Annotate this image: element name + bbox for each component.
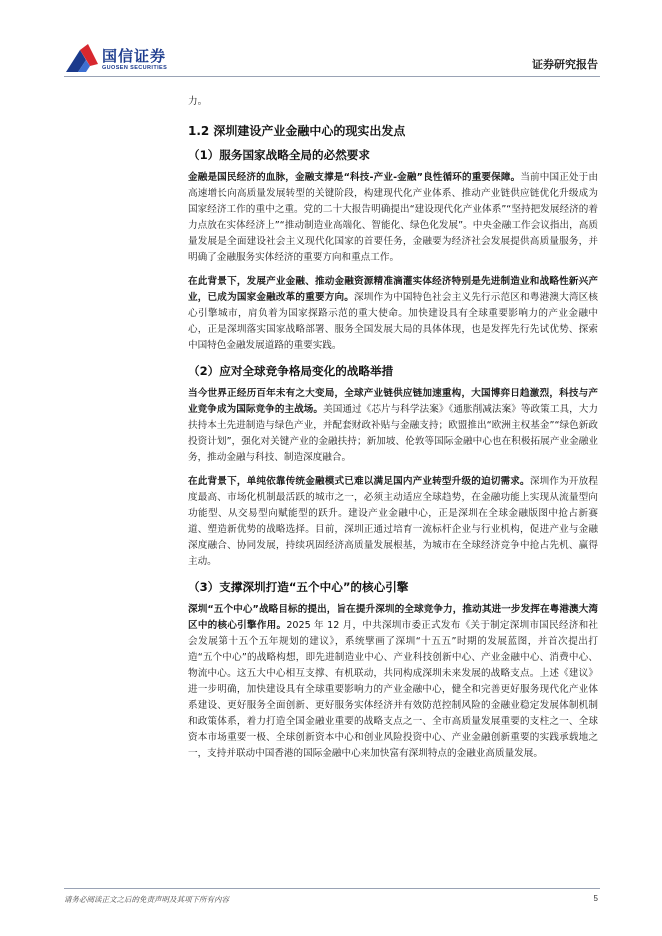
paragraph-text: 深圳作为开放程度最高、市场化机制最活跃的城市之一，必须主动适应全球趋势，在金融功能上实现从流量型向功能型、从交易型向赋能型的跃升。建设产业金融中心，正是深圳在全球金融版图中抢占新赛道、塑造新优势的战略选择。目前，深圳正通过培育一流标杆企业与行业机构，促进产业与金融深度融合、协同发展，持续巩固经济高质量发展根基，为城市在全球经济竞争中抢占先机、赢得主动。 [188,476,599,567]
paragraph-lead: 在此背景下，单纯依靠传统金融模式已难以满足国内产业转型升级的迫切需求。 [188,476,530,487]
paragraph-text: 当前中国正处于由高速增长向高质量发展转型的关键阶段，构建现代化产业体系、推动产业链供应链优化升级成为国家经济工作的重中之重。党的二十大报告明确提出“建设现代化产业体系”“坚持把发展经济的着力点放在实体经济上”“推动制造业高端化、智能化、绿色化发展”。中央金融工作会议指出，高质量发展是全面建设社会主义现代化国家的首要任务，金融要为经济社会发展提供高质量服务，并明确了金融服务实体经济的重要方向和重点工作。 [188,172,599,263]
paragraph-2-2 [188,474,598,570]
subsection-heading-3: （3）支撑深圳打造“五个中心”的核心引擎 [188,580,409,594]
paragraph-2-1 [188,386,598,466]
footer-divider [64,888,600,889]
section-heading: 1.2 深圳建设产业金融中心的现实出发点 [188,124,406,138]
paragraph-1-2 [188,274,598,354]
paragraph-1-1 [188,170,598,266]
disclaimer-text: 请务必阅读正文之后的免责声明及其项下所有内容 [64,895,229,904]
paragraph-text: 2025 年 12 月，中共深圳市委正式发布《关于制定深圳市国民经济和社会发展第十五个五年规划的建议》，系统擘画了深圳“十五五”时期的发展蓝图，并首次提出打造“五个中心”的战略构想，即先进制造业中心、产业科技创新中心、产业金融中心、消费中心、物流中心。这五大中心相互支撑、有机联动，共同构成深圳未来发展的战略支点。上述《建议》进一步明确，加快建设具有全球重要影响力的产业金融中心，健全和完善更好服务现代化产业体系建设、更好服务全面创新、更好服务实体经济并有效防范控制风险的金融业稳定发展体制机制和政策体系，着力打造全国金融业重要的战略支点之一、全市高质量发展重要的支柱之一、全球资本市场重要一极、全球创新资本中心和创业风险投资中心、产业金融创新重要的实践承载地之一，支持并联动中国香港的国际金融中心来加快富有深圳特点的金融业高质量发展。 [188,620,598,759]
paragraph-lead: 深圳“五个中心”战略目标的提出，旨在提升深圳的全球竞争力，推动其进一步发挥在粤港澳大湾区中的核心引擎作用。 [188,604,598,631]
paragraph-text: 深圳作为中国特色社会主义先行示范区和粤港澳大湾区核心引擎城市，肩负着为国家探路示范的重大使命。加快建设具有全球重要影响力的产业金融中心，正是深圳落实国家战略部署、服务全国发展大局的具体体现，也是发挥先行先试优势、探索中国特色金融发展道路的重要实践。 [188,292,599,351]
brand-name [102,48,167,72]
header-divider [64,76,600,77]
paragraph-lead: 当今世界正经历百年未有之大变局，全球产业链供应链加速重构，大国博弈日趋激烈，科技与产业竞争成为国际竞争的主战场。 [188,388,598,415]
brand-name-cn: 国信证券 [102,47,167,65]
paragraph-lead: 金融是国民经济的血脉，金融支撑是“科技-产业-金融”良性循环的重要保障。 [188,172,521,183]
guosen-logo-icon [64,42,100,80]
brand-name-en: GUOSEN SECURITIES [102,65,168,71]
page-number: 5 [593,894,598,903]
paragraph-text: 美国通过《芯片与科学法案》《通胀削减法案》等政策工具，大力扶持本土先进制造与绿色产业，并配套财政补贴与金融支持；欧盟推出“欧洲主权基金”“绿色新政投资计划”，强化对关键产业的金融扶持；新加坡、伦敦等国际金融中心也在积极拓展产业金融业务，推动金融与科技、制造深度融合。 [188,404,599,463]
continuation-text: 力。 [188,96,208,107]
report-body [188,94,598,770]
paragraph-3-1 [188,602,598,762]
report-type-label: 证券研究报告 [532,58,598,71]
paragraph-lead: 在此背景下，发展产业金融、推动金融资源精准滴灌实体经济特别是先进制造业和战略性新兴产业，已成为国家金融改革的重要方向。 [188,276,598,303]
page-header [0,0,662,80]
subsection-heading-2: （2）应对全球竞争格局变化的战略举措 [188,364,394,378]
subsection-heading-1: （1）服务国家战略全局的必然要求 [188,148,370,162]
